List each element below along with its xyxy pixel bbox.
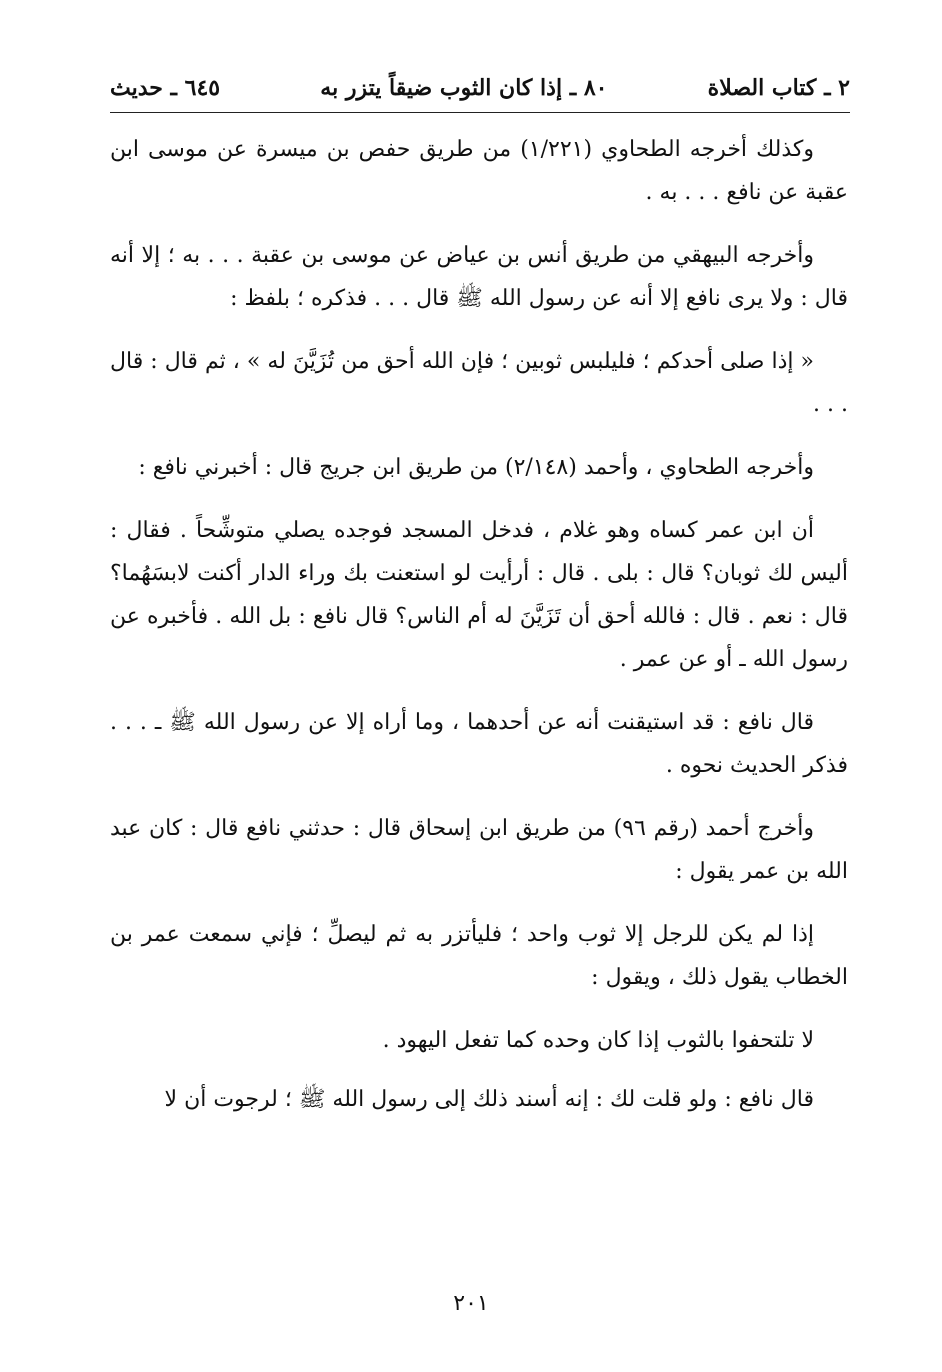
header-chapter-title: ٨٠ ـ إذا كان الثوب ضيقاً يتزر به xyxy=(320,75,608,101)
page-number: ٢٠١ xyxy=(453,1291,489,1316)
paragraph: « إذا صلى أحدكم ؛ فليلبس ثوبين ؛ فإن الله أحق من تُزَيَّنَ له » ، ثم قال : قال . . . xyxy=(110,349,848,417)
paragraph: إذا لم يكن للرجل إلا ثوب واحد ؛ فليأتزر به ثم ليصلِّ ؛ فإني سمعت عمر بن الخطاب يقول ذلك ، ويقول : xyxy=(110,922,848,990)
paragraph: قال نافع : قد استيقنت أنه عن أحدهما ، وما أراه إلا عن رسول الله ﷺ ـ . . . فذكر الحديث نحوه . xyxy=(110,710,848,778)
paragraph: قال نافع : ولو قلت لك : إنه أسند ذلك إلى رسول الله ﷺ ؛ لرجوت أن لا xyxy=(164,1087,814,1112)
paragraph: وأخرجه الطحاوي ، وأحمد (٢/١٤٨) من طريق ابن جريج قال : أخبرني نافع : xyxy=(138,455,814,480)
paragraph: وكذلك أخرجه الطحاوي (١/٢٢١) من طريق حفص بن ميسرة عن موسى ابن عقبة عن نافع . . . به . xyxy=(110,137,848,205)
paragraph: أن ابن عمر كساه وهو غلام ، فدخل المسجد فوجده يصلي متوشِّحاً . فقال : أليس لك ثوبان؟ قال : بلى . قال : أرأيت لو استعنت بك وراء الدار أكنت لابسَهُما؟ قال : نعم . قال : فالله أحق أن تَزَيَّنَ له أم الناس؟ قال نافع : بل الله . فأخبره عن رسول الله ـ أو عن عمر . xyxy=(110,518,848,672)
header-book-title: ٢ ـ كتاب الصلاة xyxy=(707,75,850,101)
header-hadith-number: ٦٤٥ ـ حديث xyxy=(110,75,221,101)
page-body xyxy=(110,128,848,1141)
paragraph: وأخرج أحمد (رقم ٩٦) من طريق ابن إسحاق قال : حدثني نافع قال : كان عبد الله بن عمر يقول : xyxy=(110,816,848,884)
header-divider xyxy=(110,112,850,113)
paragraph: وأخرجه البيهقي من طريق أنس بن عياض عن موسى بن عقبة . . . به ؛ إلا أنه قال : ولا يرى نافع إلا أنه عن رسول الله ﷺ قال . . . فذكره ؛ بلفظ : xyxy=(110,243,848,311)
running-header xyxy=(110,70,850,106)
paragraph: لا تلتحفوا بالثوب إذا كان وحده كما تفعل اليهود . xyxy=(382,1028,814,1053)
